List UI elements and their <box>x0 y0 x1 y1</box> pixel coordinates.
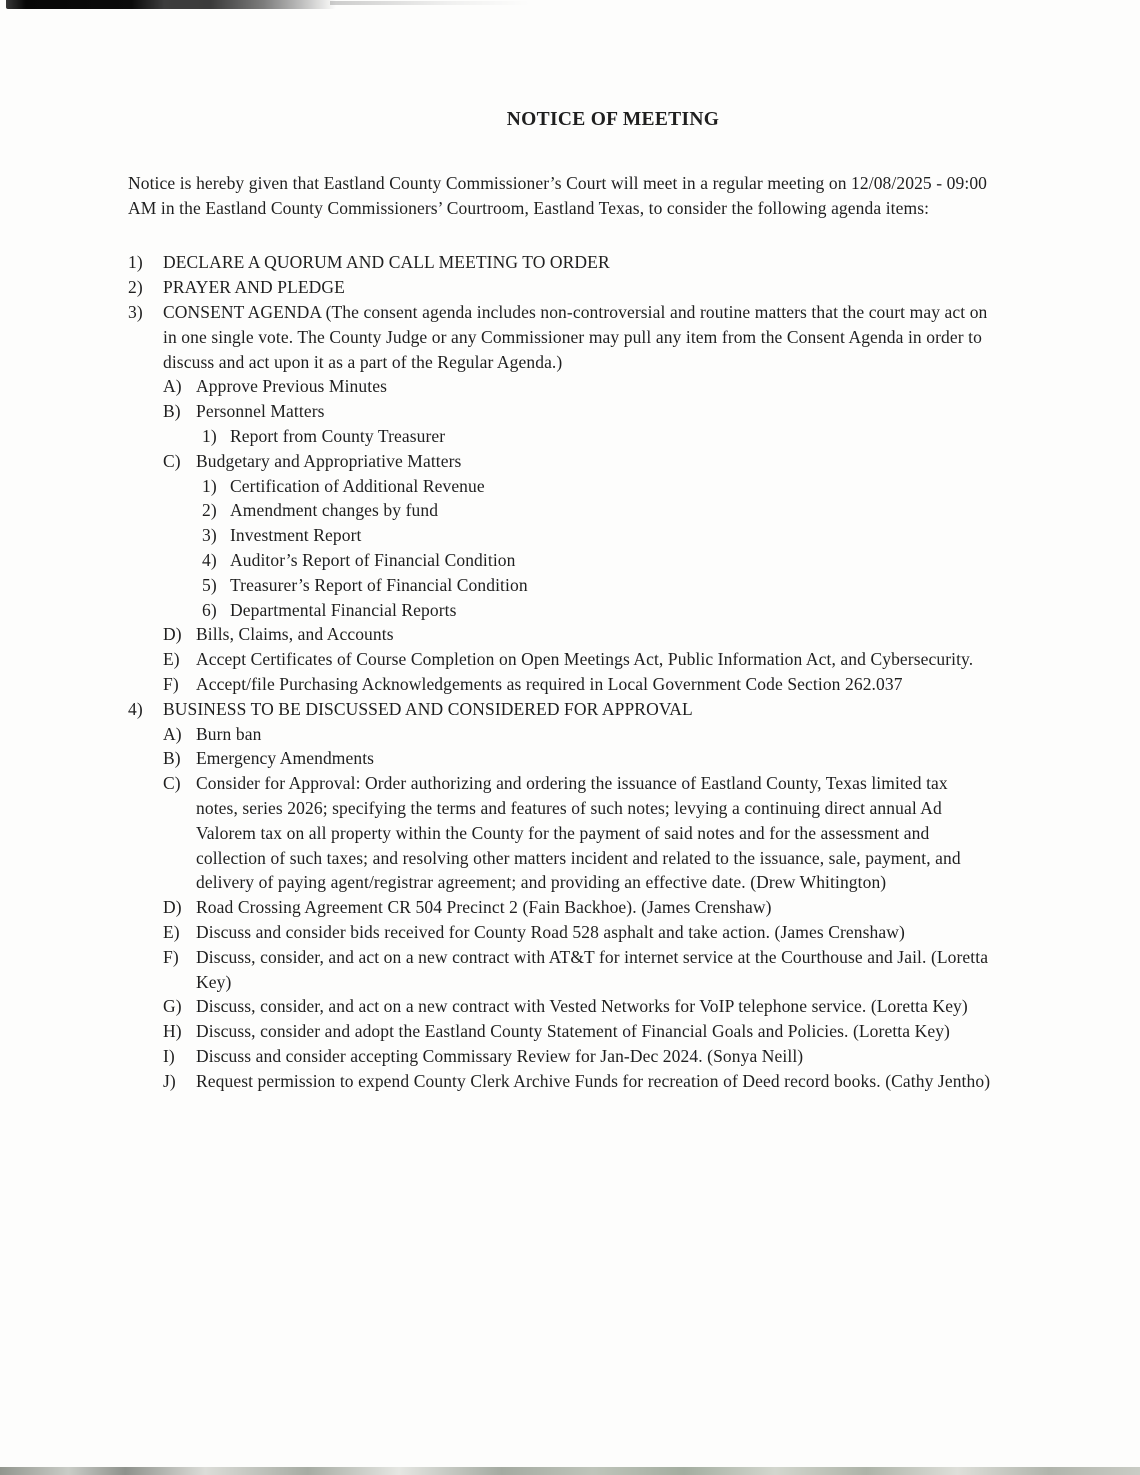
agenda-item-text: Accept/file Purchasing Acknowledgements as required in Local Government Code Section 262.037 <box>196 673 903 694</box>
agenda-item-3B1 <box>202 424 992 449</box>
agenda-item-label: 4) <box>128 698 143 719</box>
agenda-item-label: 1) <box>202 475 217 496</box>
agenda-item-3 <box>128 300 992 374</box>
agenda-item-text: BUSINESS TO BE DISCUSSED AND CONSIDERED FOR APPROVAL <box>163 698 693 719</box>
agenda-item-text: Burn ban <box>196 723 262 744</box>
intro-paragraph: Notice is hereby given that Eastland County Commissioner’s Court will meet in a regular meeting on 12/08/2025 - 09:00 AM in the Eastland County Commissioners’ Courtroom, Eastland Texas, to consider the following agenda items: <box>128 172 988 218</box>
agenda-item-label: E) <box>163 649 180 670</box>
agenda-item-label: D) <box>163 624 182 645</box>
agenda-item-text: Discuss, consider, and act on a new contract with AT&T for internet service at the Courthouse and Jail. (Loretta Key) <box>196 946 989 992</box>
agenda-item-3E <box>163 647 992 672</box>
agenda-item-3C2 <box>202 498 992 523</box>
agenda-item-3C3 <box>202 523 992 548</box>
agenda-item-4I <box>163 1044 992 1069</box>
agenda-item-label: 3) <box>202 525 217 546</box>
agenda-item-text: Approve Previous Minutes <box>196 376 387 397</box>
agenda-item-label: B) <box>163 748 181 769</box>
agenda-item-label: D) <box>163 897 182 918</box>
agenda-item-text: Emergency Amendments <box>196 748 375 769</box>
agenda-item-4 <box>128 697 992 722</box>
agenda-item-3C <box>163 449 992 474</box>
agenda-item-3C4 <box>202 548 992 573</box>
agenda-item-4E <box>163 920 992 945</box>
scan-artifact-bottom-streak <box>0 1467 1140 1475</box>
agenda-item-text: Request permission to expend County Clerk Archive Funds for recreation of Deed record books. (Cathy Jentho) <box>196 1070 991 1091</box>
agenda-item-label: 3) <box>128 301 143 322</box>
agenda-item-text: Amendment changes by fund <box>230 500 439 521</box>
agenda-item-label: B) <box>163 401 181 422</box>
agenda-item-label: A) <box>163 723 182 744</box>
agenda-item-text: Road Crossing Agreement CR 504 Precinct 2 (Fain Backhoe). (James Crenshaw) <box>196 897 772 918</box>
document-content <box>128 0 992 1093</box>
agenda-item-4G <box>163 994 992 1019</box>
agenda-item-label: 2) <box>202 500 217 521</box>
agenda-item-text: Treasurer’s Report of Financial Condition <box>230 574 528 595</box>
agenda-item-text: Personnel Matters <box>196 401 325 422</box>
agenda-item-1 <box>128 250 992 275</box>
agenda-item-label: 5) <box>202 574 217 595</box>
agenda-item-3B <box>163 399 992 424</box>
agenda-item-text: Report from County Treasurer <box>230 425 446 446</box>
agenda-item-text: Discuss and consider bids received for County Road 528 asphalt and take action. (James Crenshaw) <box>196 921 905 942</box>
agenda-item-label: 1) <box>202 425 217 446</box>
agenda-item-label: 6) <box>202 599 217 620</box>
agenda-list <box>128 250 992 1093</box>
agenda-item-label: 4) <box>202 549 217 570</box>
agenda-item-3D <box>163 622 992 647</box>
agenda-item-label: H) <box>163 1021 182 1042</box>
agenda-item-label: C) <box>163 773 181 794</box>
agenda-item-3C5 <box>202 573 992 598</box>
agenda-item-4A <box>163 722 992 747</box>
agenda-item-text: Certification of Additional Revenue <box>230 475 485 496</box>
agenda-item-text: Discuss, consider and adopt the Eastland County Statement of Financial Goals and Policies. (Loretta Key) <box>196 1021 950 1042</box>
agenda-item-label: 2) <box>128 277 143 298</box>
agenda-item-2 <box>128 275 992 300</box>
agenda-item-text: DECLARE A QUORUM AND CALL MEETING TO ORDER <box>163 252 610 273</box>
agenda-item-3A <box>163 374 992 399</box>
agenda-item-text: PRAYER AND PLEDGE <box>163 277 345 298</box>
agenda-item-text: Bills, Claims, and Accounts <box>196 624 394 645</box>
agenda-item-text: Investment Report <box>230 525 362 546</box>
agenda-item-label: A) <box>163 376 182 397</box>
agenda-item-text: Auditor’s Report of Financial Condition <box>230 549 516 570</box>
agenda-item-4D <box>163 895 992 920</box>
agenda-item-label: F) <box>163 946 179 967</box>
agenda-item-text: Consider for Approval: Order authorizing and ordering the issuance of Eastland County, Texas limited tax notes, series 2026; specifying the terms and features of such notes; levying a continuing direct annual Ad Valorem tax on all property within the County for the payment of said notes and for the assessment and collection of such taxes; and resolving other matters incident and related to the issuance, sale, payment, and delivery of paying agent/registrar agreement; and providing an effective date. (Drew Whitington) <box>196 773 961 893</box>
agenda-item-text: Budgetary and Appropriative Matters <box>196 450 462 471</box>
agenda-item-4J <box>163 1069 992 1094</box>
agenda-item-text: Departmental Financial Reports <box>230 599 457 620</box>
agenda-item-3F <box>163 672 992 697</box>
agenda-item-3C1 <box>202 474 992 499</box>
agenda-item-label: J) <box>163 1070 176 1091</box>
agenda-item-text: Discuss, consider, and act on a new contract with Vested Networks for VoIP telephone service. (Loretta Key) <box>196 996 968 1017</box>
agenda-item-text: CONSENT AGENDA (The consent agenda includes non-controversial and routine matters that the court may act on in one single vote. The County Judge or any Commissioner may pull any item from the Consent Agenda in order to discuss and act upon it as a part of the Regular Agenda.) <box>163 301 988 372</box>
agenda-item-4H <box>163 1019 992 1044</box>
agenda-item-4F <box>163 945 992 995</box>
agenda-item-label: G) <box>163 996 182 1017</box>
agenda-item-label: F) <box>163 673 179 694</box>
agenda-item-text: Discuss and consider accepting Commissary Review for Jan-Dec 2024. (Sonya Neill) <box>196 1045 804 1066</box>
agenda-item-text: Accept Certificates of Course Completion on Open Meetings Act, Public Information Act, and Cybersecurity. <box>196 649 974 670</box>
agenda-item-label: I) <box>163 1045 175 1066</box>
agenda-item-4B <box>163 746 992 771</box>
agenda-item-label: 1) <box>128 252 143 273</box>
agenda-item-4C <box>163 771 992 895</box>
agenda-item-3C6 <box>202 598 992 623</box>
agenda-item-label: E) <box>163 921 180 942</box>
document-title: NOTICE OF MEETING <box>506 109 720 130</box>
agenda-item-label: C) <box>163 450 181 471</box>
